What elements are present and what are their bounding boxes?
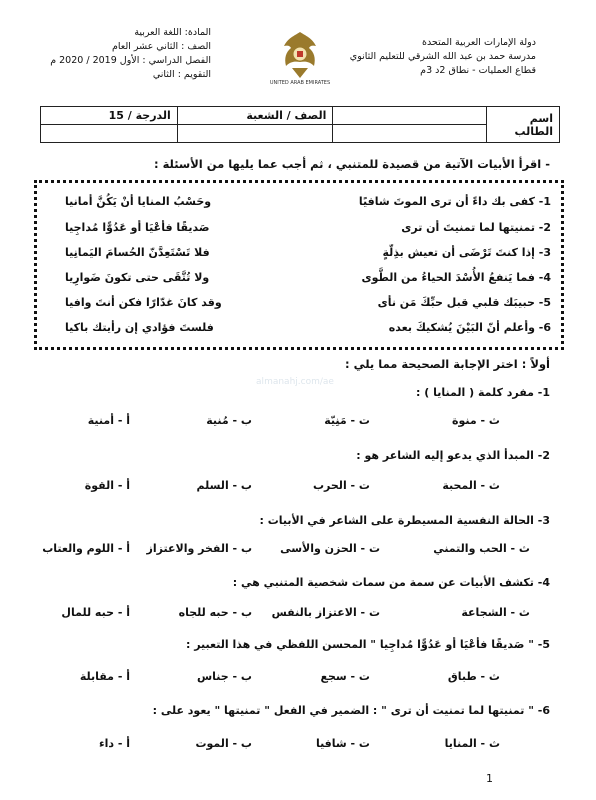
question-2: 2- المبدأ الذي يدعو إليه الشاعر هو : — [356, 449, 550, 462]
q2-option-c[interactable]: ت - الحرب — [312, 479, 370, 492]
watermark: almanahj.com/ae — [256, 377, 334, 387]
q1-option-c[interactable]: ت - مَنِيّة — [324, 414, 370, 427]
verse-3-first: 3- إذا كنتَ تَرْضَى أن تعيش بذِلّةٍ — [382, 246, 551, 259]
question-3: 3- الحالة النفسية المسيطرة على الشاعر في الأبيات : — [259, 514, 550, 527]
sector-name: قطاع العمليات - نطاق 2د 3م — [420, 65, 536, 76]
verse-5-second: وقد كانَ غدّارًا فكن أنتَ وافيا — [65, 296, 222, 309]
verse-4-second: ولا تُتَّقَى حتى تكونَ ضَوارِيا — [65, 271, 210, 284]
section-title: أولاً : اختر الإجابة الصحيحة مما يلي : — [345, 357, 550, 371]
verse-2-second: صَديقًا فأعْيَا أو عَدُوًّا مُداجِيا — [65, 221, 210, 234]
country-name: دولة الإمارات العربية المتحدة — [421, 37, 536, 48]
q3-option-c[interactable]: ت - الحزن والأسى — [280, 542, 380, 555]
verse-6-first: 6- وأعلم أنّ البَيْنَ يُشكيكَ بعده — [388, 321, 551, 334]
verse-6-second: فلستَ فؤادي إن رأيتك باكيا — [65, 321, 214, 334]
q6-option-a[interactable]: أ - داء — [98, 737, 130, 750]
q2-option-b[interactable]: ب - السلم — [196, 479, 252, 492]
page-number: 1 — [486, 772, 493, 785]
q4-option-d[interactable]: ث - الشجاعة — [461, 606, 530, 619]
grade-score-field[interactable] — [41, 125, 178, 143]
q3-option-b[interactable]: ب - الفخر والاعتزاز — [146, 542, 252, 555]
grade-score-label: الدرجة / 15 — [41, 107, 178, 125]
q5-option-c[interactable]: ت - سجع — [320, 670, 370, 683]
verse-3-second: فلا تَسْتَعِدَّنّ الحُسامَ اليَمانِيا — [65, 246, 210, 259]
q4-option-a[interactable]: أ - حبه للمال — [61, 606, 130, 619]
q5-option-b[interactable]: ب - جناس — [196, 670, 252, 683]
question-6: 6- " تمنيتها لما تمنيت أن ترى " : الضمير في الفعل " تمنيتها " يعود على : — [152, 704, 550, 717]
verse-5-first: 5- حبيبَك قلبي قبل حبِّكَ مَن نأى — [377, 296, 551, 309]
question-5: 5- " صَديقًا فأعْيَا أو عَدُوًّا مُداجِيا " المحسن اللفظي في هذا التعبير : — [185, 638, 550, 651]
student-name-field-2[interactable] — [333, 125, 486, 143]
q3-option-a[interactable]: أ - اللوم والعتاب — [42, 542, 130, 555]
grade-level-label: الصف : الثاني عشر العام — [111, 41, 211, 52]
verse-1-first: 1- كفى بك داءً أن ترى الموتَ شافيًا — [358, 195, 551, 208]
verse-1-second: وحَسْبُ المنايا أنْ يَكُنَّ أمانيا — [65, 195, 212, 208]
q4-option-c[interactable]: ت - الاعتزاز بالنفس — [271, 606, 380, 619]
q1-option-b[interactable]: ب - مُنية — [206, 414, 252, 427]
q6-option-d[interactable]: ث - المنايا — [444, 737, 500, 750]
verse-4-first: 4- فما يَنفعُ الأُسْدَ الحياءُ من الطَّوى — [361, 271, 551, 284]
q2-option-a[interactable]: أ - القوة — [84, 479, 130, 492]
q6-option-b[interactable]: ب - الموت — [195, 737, 252, 750]
student-name-label: اسم الطالب — [486, 107, 559, 143]
q4-option-b[interactable]: ب - حبه للجاه — [178, 606, 252, 619]
subject-header — [36, 26, 211, 82]
instructions: - اقرأ الأبيات الآتية من قصيدة للمتنبي ، ثم أجب عما يليها من الأسئلة : — [153, 157, 550, 171]
q3-option-d[interactable]: ث - الحب والتمني — [433, 542, 530, 555]
q5-option-d[interactable]: ث - طباق — [447, 670, 500, 683]
uae-emblem-icon — [278, 28, 322, 84]
term-label: الفصل الدراسي : الأول 2019 / 2020 م — [50, 55, 211, 66]
assessment-label: التقويم : الثاني — [152, 69, 211, 80]
school-name: مدرسة حمد بن عبد الله الشرقي للتعليم الثانوي — [349, 51, 536, 62]
poem-box — [34, 180, 564, 350]
q2-option-d[interactable]: ث - المحبة — [442, 479, 500, 492]
verse-2-first: 2- تمنيتها لما تمنيتَ أن ترى — [401, 221, 551, 234]
subject-label: المادة: اللغة العربية — [134, 27, 211, 38]
q1-option-d[interactable]: ث - منوة — [452, 414, 500, 427]
student-info-table — [40, 106, 560, 143]
question-4: 4- تكشف الأبيات عن سمة من سمات شخصية المتنبي هي : — [232, 576, 550, 589]
class-label: الصف / الشعبة — [177, 107, 333, 125]
student-name-field[interactable] — [333, 107, 486, 125]
emblem-caption: UNITED ARAB EMIRATES — [269, 80, 331, 86]
question-1: 1- مفرد كلمة ( المنايا ) : — [416, 386, 550, 399]
school-header — [296, 36, 536, 78]
q5-option-a[interactable]: أ - مقابلة — [79, 670, 130, 683]
q1-option-a[interactable]: أ - أمنية — [87, 414, 130, 427]
q6-option-c[interactable]: ت - شافيا — [315, 737, 370, 750]
class-field[interactable] — [177, 125, 333, 143]
